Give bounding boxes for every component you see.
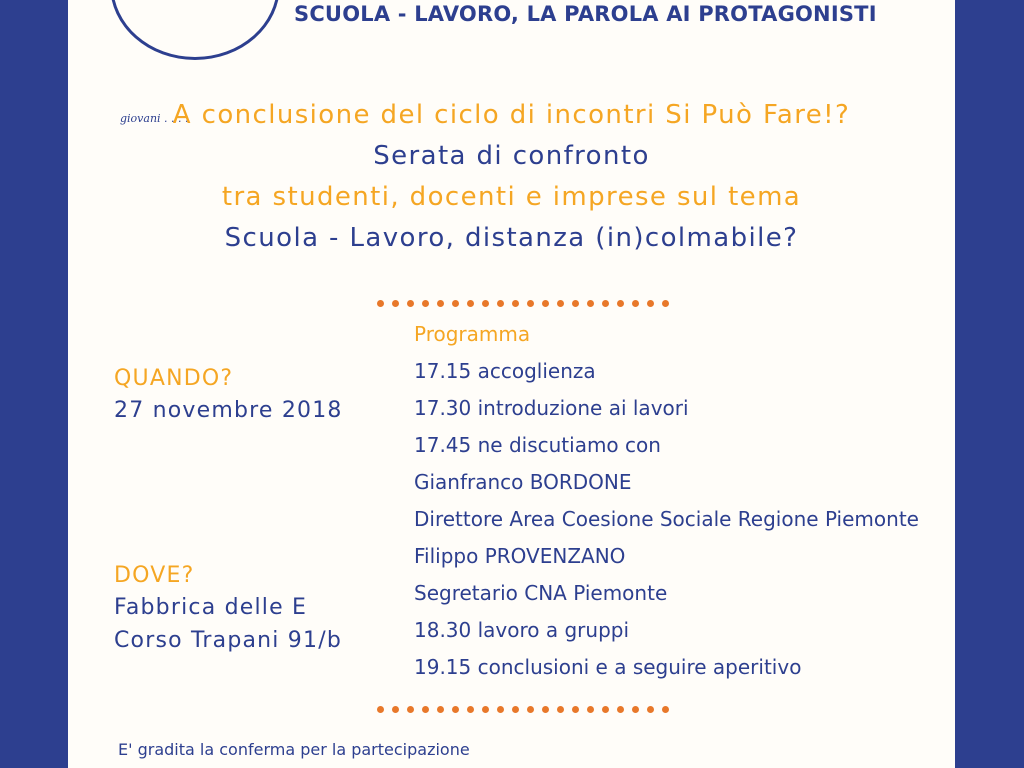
where-value-1: Fabbrica delle E <box>114 595 308 620</box>
program-item: 17.15 accoglienza <box>414 359 596 383</box>
program-item: 18.30 lavoro a gruppi <box>414 618 630 642</box>
program-list <box>414 318 919 688</box>
program-item: 17.45 ne discutiamo con <box>414 433 661 457</box>
footer-note: E' gradita la conferma per la partecipazione <box>118 740 470 759</box>
dotted-divider-bottom <box>377 698 677 710</box>
dotted-divider-top <box>377 292 677 304</box>
logo-text: giovani . . . . <box>120 112 189 125</box>
intro-line-2: Serata di confronto <box>373 141 650 171</box>
program-item: Segretario CNA Piemonte <box>414 581 668 605</box>
poster <box>68 0 955 768</box>
program-item: Gianfranco BORDONE <box>414 470 632 494</box>
program-item: 17.30 introduzione ai lavori <box>414 396 689 420</box>
when-value: 27 novembre 2018 <box>114 398 343 423</box>
where-value-2: Corso Trapani 91/b <box>114 628 342 653</box>
program-item: 19.15 conclusioni e a seguire aperitivo <box>414 655 802 679</box>
program-item: Filippo PROVENZANO <box>414 544 626 568</box>
header-title: SCUOLA - LAVORO, LA PAROLA AI PROTAGONISTI <box>294 2 877 26</box>
where-label: DOVE? <box>114 563 195 588</box>
intro-line-1: A conclusione del ciclo di incontri Si Può Fare!? <box>172 100 851 130</box>
intro-line-3: tra studenti, docenti e imprese sul tema <box>221 182 802 212</box>
logo <box>110 0 280 60</box>
intro-line-4: Scuola - Lavoro, distanza (in)colmabile? <box>224 223 799 253</box>
when-label: QUANDO? <box>114 366 234 391</box>
program-title: Programma <box>414 322 531 346</box>
program-item: Direttore Area Coesione Sociale Regione Piemonte <box>414 507 919 531</box>
